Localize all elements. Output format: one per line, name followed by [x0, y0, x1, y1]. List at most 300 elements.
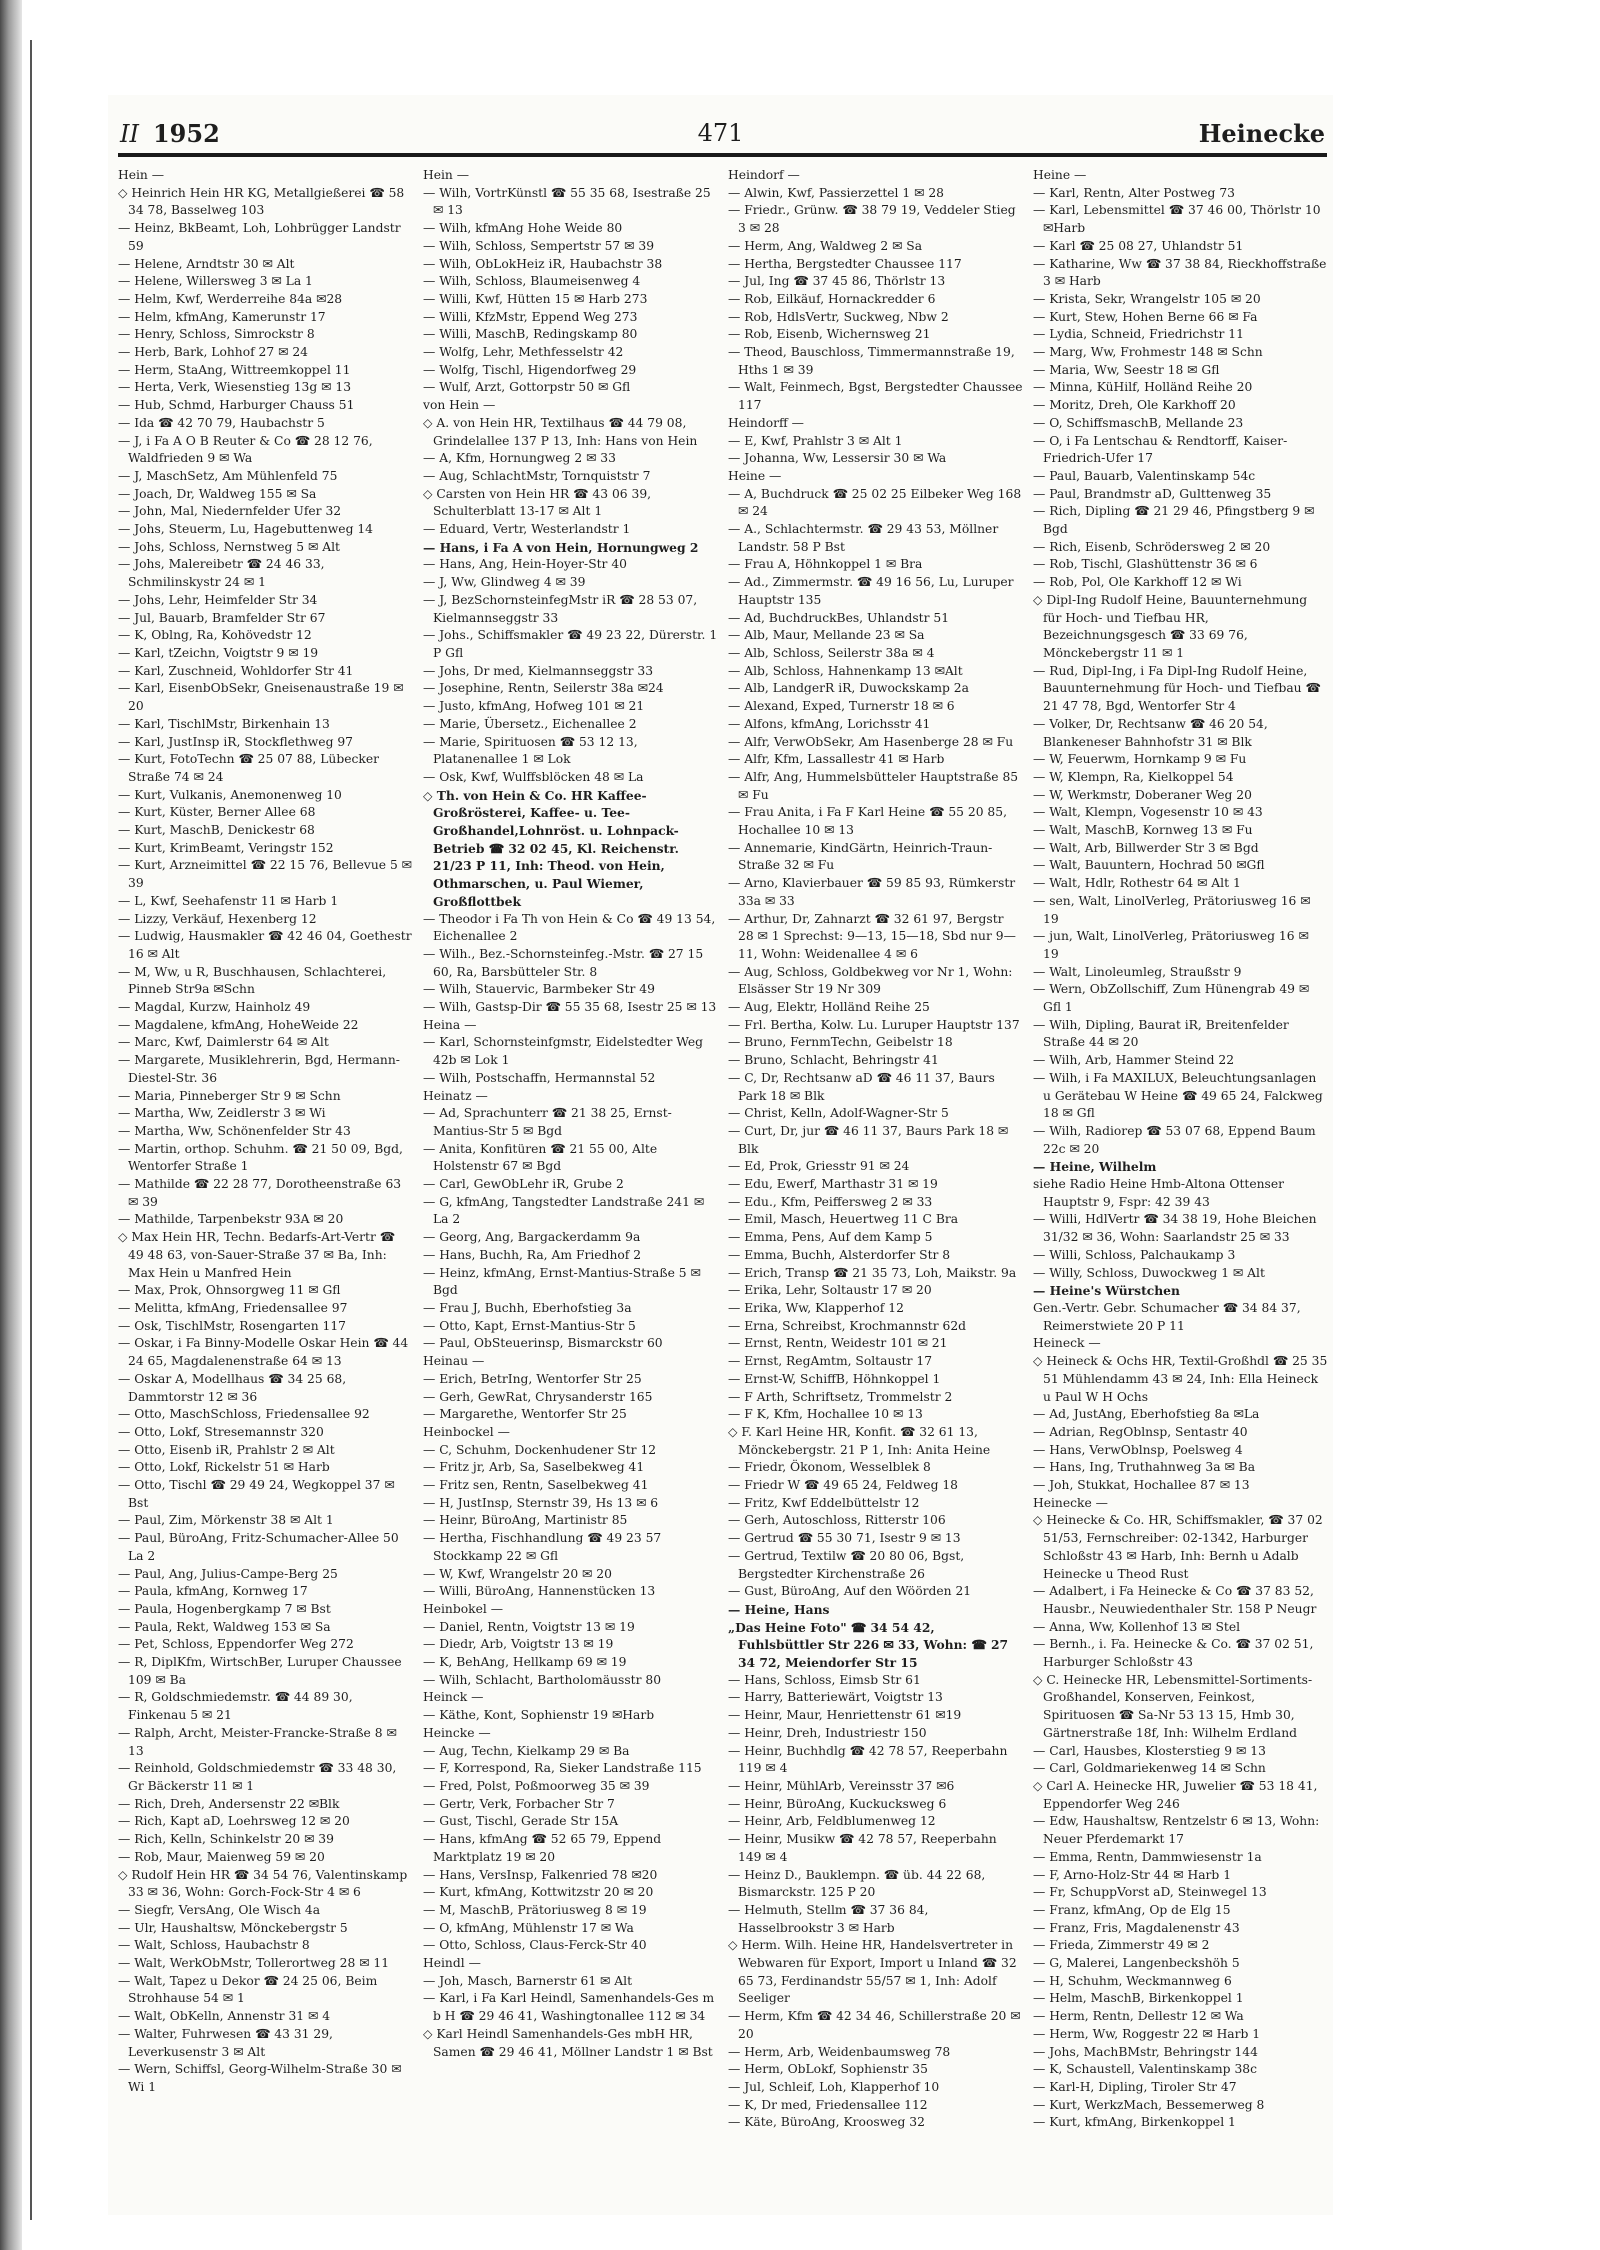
directory-entry: — Wilh, Dipling, Baurat iR, Breitenfelder Straße 44 ✉ 20 — [1033, 1017, 1289, 1050]
directory-entry: — Bernh., i. Fa. Heinecke & Co. ☎ 37 02 51, Harburger Schloßstr 43 — [1033, 1637, 1314, 1670]
directory-entry: — Rich, Dipling ☎ 21 29 46, Pfingstberg 9 ✉ Bgd — [1033, 504, 1315, 537]
directory-entry: — Ida ☎ 42 70 79, Haubachstr 5 — [118, 415, 325, 430]
directory-entry: — Margarete, Musiklehrerin, Bgd, Hermann-Diestel-Str. 36 — [118, 1053, 400, 1085]
directory-entry: — Marg, Ww, Frohmestr 148 ✉ Schn — [1033, 345, 1263, 360]
directory-entry: — C, Dr, Rechtsanw aD ☎ 46 11 37, Baurs Park 18 ✉ Blk — [728, 1070, 995, 1103]
directory-entry: — Magdal, Kurzw, Hainholz 49 — [118, 1000, 311, 1015]
directory-entry: — Wolfg, Tischl, Higendorfweg 29 — [423, 362, 637, 377]
directory-entry: — Karl, Schornsteinfgmstr, Eidelstedter Weg 42b ✉ Lok 1 — [423, 1035, 704, 1068]
directory-entry: — Margarethe, Wentorfer Str 25 — [423, 1407, 627, 1422]
directory-entry: ◇ Carsten von Hein HR ☎ 43 06 39, Schulterblatt 13-17 ✉ Alt 1 — [423, 486, 652, 519]
directory-entry: Heinbockel — — [423, 1424, 510, 1439]
directory-entry: siehe Radio Heine Hmb-Altona Ottenser Hauptstr 9, Fspr: 42 39 43 — [1033, 1177, 1285, 1209]
directory-entry: Heine — — [728, 468, 782, 483]
directory-entry: — Wilh, kfmAng Hohe Weide 80 — [423, 221, 623, 236]
directory-entry: — Mathilde ☎ 22 28 77, Dorotheenstraße 63 ✉ 39 — [118, 1177, 402, 1209]
directory-entry: — Ernst, Rentn, Weidestr 101 ✉ 21 — [728, 1336, 948, 1351]
directory-entry: Heinatz — — [423, 1088, 488, 1103]
directory-entry: — W, Feuerwm, Hornkamp 9 ✉ Fu — [1033, 752, 1247, 767]
directory-entry: — F K, Kfm, Hochallee 10 ✉ 13 — [728, 1407, 923, 1422]
directory-entry: — Wilh, ObLokHeiz iR, Haubachstr 38 — [423, 256, 663, 271]
directory-entry: — Curt, Dr, jur ☎ 46 11 37, Baurs Park 18 ✉ Blk — [728, 1123, 1009, 1156]
directory-entry: — Aug, Techn, Kielkamp 29 ✉ Ba — [423, 1743, 630, 1758]
directory-entry: — Osk, Kwf, Wulffsblöcken 48 ✉ La — [423, 769, 644, 784]
directory-entry: — Helm, Kwf, Werderreihe 84a ✉28 — [118, 291, 343, 306]
directory-entry: — Herm, Arb, Weidenbaumsweg 78 — [728, 2044, 951, 2059]
directory-entry: — Anna, Ww, Kollenhof 13 ✉ Stel — [1033, 1619, 1241, 1634]
directory-entry: — Rich, Dreh, Andersenstr 22 ✉Blk — [118, 1796, 340, 1811]
directory-entry: — Pet, Schloss, Eppendorfer Weg 272 — [118, 1637, 354, 1652]
directory-entry: — A, Buchdruck ☎ 25 02 25 Eilbeker Weg 168 ✉ 24 — [728, 486, 1022, 519]
directory-entry: — Heinz, kfmAng, Ernst-Mantius-Straße 5 ✉ Bgd — [423, 1265, 701, 1298]
directory-entry: — Carl, Hausbes, Klosterstieg 9 ✉ 13 — [1033, 1743, 1266, 1758]
directory-entry: — Herm, ObLokf, Sophienstr 35 — [728, 2062, 928, 2077]
directory-entry: — Karl, EisenbObSekr, Gneisenaustraße 19 ✉ 20 — [118, 681, 404, 714]
directory-entry: — Melitta, kfmAng, Friedensallee 97 — [118, 1301, 348, 1315]
directory-entry: — Jul, Schleif, Loh, Klapperhof 10 — [728, 2079, 940, 2094]
directory-entry: — Daniel, Rentn, Voigtstr 13 ✉ 19 — [423, 1619, 635, 1634]
directory-entry: — C, Schuhm, Dockenhudener Str 12 — [423, 1442, 657, 1457]
directory-entry: — Johs., Schiffsmakler ☎ 49 23 22, Dürerstr. 1 P Gfl — [423, 628, 718, 660]
directory-entry: — John, Mal, Niedernfelder Ufer 32 — [118, 504, 342, 519]
directory-entry: — Georg, Ang, Bargackerdamm 9a — [423, 1230, 641, 1245]
directory-entry: — Heinr, Musikw ☎ 42 78 57, Reeperbahn 149 ✉ 4 — [728, 1832, 997, 1864]
directory-entry: — Magdalene, kfmAng, HoheWeide 22 — [118, 1017, 359, 1032]
directory-entry: — Joh, Masch, Barnerstr 61 ✉ Alt — [423, 1973, 633, 1988]
directory-entry: — Johs, Malereibetr ☎ 24 46 33, Schmilinskystr 24 ✉ 1 — [118, 557, 325, 590]
directory-entry: — Ad., Zimmermstr. ☎ 49 16 56, Lu, Luruper Hauptstr 135 — [728, 575, 1014, 607]
directory-entry: ◇ Carl A. Heinecke HR, Juwelier ☎ 53 18 41, Eppendorfer Weg 246 — [1033, 1778, 1318, 1811]
directory-entry: — Wern, ObZollschiff, Zum Hünengrab 49 ✉ Gfl 1 — [1033, 982, 1310, 1015]
directory-entry: — Fritz sen, Rentn, Saselbekweg 41 — [423, 1478, 649, 1493]
directory-entry: — Wilh, Schlacht, Bartholomäusstr 80 — [423, 1672, 662, 1687]
directory-entry: — Carl, GewObLehr iR, Grube 2 — [423, 1177, 624, 1192]
directory-entry: ◇ Heineck & Ochs HR, Textil-Großhdl ☎ 25 35 51 Mühlendamm 43 ✉ 24, Inh: Ella Heineck u Paul W H Ochs — [1033, 1354, 1328, 1404]
directory-entry: — Otto, Eisenb iR, Prahlstr 2 ✉ Alt — [118, 1442, 335, 1457]
directory-entry: Gen.-Vertr. Gebr. Schumacher ☎ 34 84 37, Reimerstwiete 20 P 11 — [1033, 1301, 1301, 1333]
directory-entry: — R, Goldschmiedemstr. ☎ 44 89 30, Finkenau 5 ✉ 21 — [118, 1690, 353, 1723]
directory-entry: — Kurt, Küster, Berner Allee 68 — [118, 805, 316, 820]
directory-entry: — Kurt, kfmAng, Birkenkoppel 1 — [1033, 2115, 1236, 2130]
directory-entry: — Herb, Bark, Lohhof 27 ✉ 24 — [118, 345, 308, 360]
directory-entry: — Emma, Rentn, Dammwiesenstr 1a — [1033, 1849, 1262, 1864]
directory-entry: — Frau Anita, i Fa F Karl Heine ☎ 55 20 85, Hochallee 10 ✉ 13 — [728, 805, 1007, 838]
directory-entry: — Gust, Tischl, Gerade Str 15A — [423, 1814, 619, 1829]
directory-entry: — Kurt, Vulkanis, Anemonenweg 10 — [118, 787, 342, 802]
directory-entry: — Bruno, FernmTechn, Geibelstr 18 — [728, 1035, 953, 1050]
directory-entry: — E, Kwf, Prahlstr 3 ✉ Alt 1 — [728, 433, 903, 448]
directory-entry: — Katharine, Ww ☎ 37 38 84, Rieckhoffstraße 3 ✉ Harb — [1033, 256, 1327, 289]
directory-entry: — Herta, Verk, Wiesenstieg 13g ✉ 13 — [118, 380, 352, 395]
header-keyword: Heinecke — [1198, 119, 1325, 148]
directory-entry: — J, BezSchornsteinfegMstr iR ☎ 28 53 07, Kielmannseggstr 33 — [423, 592, 698, 625]
directory-entry: — Wilh, Schloss, Sempertstr 57 ✉ 39 — [423, 238, 655, 253]
directory-entry: — Helene, Arndtstr 30 ✉ Alt — [118, 256, 295, 271]
directory-entry: — Walter, Fuhrwesen ☎ 43 31 29, Leverkusenstr 3 ✉ Alt — [118, 2026, 333, 2059]
directory-entry: — Ad, JustAng, Eberhofstieg 8a ✉La — [1033, 1407, 1260, 1422]
directory-entry: — Karl, i Fa Karl Heindl, Samenhandels-Ges m b H ☎ 29 46 41, Washingtonallee 112 ✉ 34 — [423, 1991, 715, 2024]
directory-entry: — Rob, Maur, Maienweg 59 ✉ 20 — [118, 1849, 325, 1864]
directory-entry: — Rob, Pol, Ole Karkhoff 12 ✉ Wi — [1033, 575, 1242, 590]
column-4 — [1033, 167, 1328, 2207]
directory-entry: — Arno, Klavierbauer ☎ 59 85 93, Rümkerstr 33a ✉ 33 — [728, 876, 1016, 908]
directory-entry: — Wilh, Radiorep ☎ 53 07 68, Eppend Baum 22c ✉ 20 — [1033, 1123, 1316, 1156]
directory-entry: — Herm, Rentn, Dellestr 12 ✉ Wa — [1033, 2009, 1244, 2024]
directory-entry: — Walt, ObKelln, Annenstr 31 ✉ 4 — [118, 2009, 331, 2024]
directory-entry: — Alwin, Kwf, Passierzettel 1 ✉ 28 — [728, 185, 944, 200]
directory-entry: — G, kfmAng, Tangstedter Landstraße 241 ✉ La 2 — [423, 1194, 705, 1227]
directory-entry: ◇ Rudolf Hein HR ☎ 34 54 76, Valentinskamp 33 ✉ 36, Wohn: Gorch-Fock-Str 4 ✉ 6 — [118, 1867, 408, 1900]
directory-entry: — F Arth, Schriftsetz, Trommelstr 2 — [728, 1389, 953, 1404]
directory-entry: — Joh, Stukkat, Hochallee 87 ✉ 13 — [1033, 1478, 1250, 1493]
directory-entry: — Karl, tZeichn, Voigtstr 9 ✉ 19 — [118, 645, 319, 660]
directory-entry: — Adalbert, i Fa Heinecke & Co ☎ 37 83 52, Hausbr., Neuwiedenthaler Str. 158 P Neugr — [1033, 1584, 1317, 1616]
directory-entry: — Paula, kfmAng, Kornweg 17 — [118, 1584, 308, 1599]
directory-entry: — Fritz jr, Arb, Sa, Saselbekweg 41 — [423, 1460, 645, 1475]
directory-entry: — Rob, Tischl, Glashüttenstr 36 ✉ 6 — [1033, 557, 1258, 572]
directory-entry: — Helene, Willersweg 3 ✉ La 1 — [118, 274, 313, 289]
directory-entry: — Gertrud, Textilw ☎ 20 80 06, Bgst, Bergstedter Kirchenstraße 26 — [728, 1548, 965, 1581]
directory-entry: — W, Kwf, Wrangelstr 20 ✉ 20 — [423, 1566, 612, 1581]
directory-entry: — Wilh, Stauervic, Barmbeker Str 49 — [423, 982, 655, 997]
directory-entry: — Max, Prok, Ohnsorgweg 11 ✉ Gfl — [118, 1283, 341, 1298]
directory-entry: — Kurt, FotoTechn ☎ 25 07 88, Lübecker Straße 74 ✉ 24 — [118, 752, 379, 784]
directory-entry: — Heine, Wilhelm — [1033, 1159, 1157, 1175]
directory-entry: — Otto, Tischl ☎ 29 49 24, Wegkoppel 37 ✉ Bst — [118, 1478, 395, 1510]
directory-entry: — Hans, Ing, Truthahnweg 3a ✉ Ba — [1033, 1460, 1256, 1475]
directory-entry: — Johanna, Ww, Lessersir 30 ✉ Wa — [728, 451, 947, 466]
directory-entry: — Otto, Lokf, Stresemannstr 320 — [118, 1424, 324, 1439]
directory-entry: — Kurt, kfmAng, Kottwitzstr 20 ✉ 20 — [423, 1885, 654, 1900]
directory-entry: — Heinz D., Bauklempn. ☎ üb. 44 22 68, Bismarckstr. 125 P 20 — [728, 1867, 986, 1900]
directory-entry: — Adrian, RegOblnsp, Sentastr 40 — [1033, 1424, 1248, 1439]
directory-entry: Heindl — — [423, 1956, 481, 1971]
directory-entry: — Ernst-W, SchiffB, Höhnkoppel 1 — [728, 1371, 941, 1386]
directory-entry: — Alexand, Exped, Turnerstr 18 ✉ 6 — [728, 699, 955, 714]
directory-entry: — M, Ww, u R, Buschhausen, Schlachterei, Pinneb Str9a ✉Schn — [118, 964, 387, 997]
directory-entry: — Walt, Klempn, Vogesenstr 10 ✉ 43 — [1033, 805, 1263, 820]
directory-entry: Hein — — [423, 168, 470, 182]
directory-entry: — Kurt, Stew, Hohen Berne 66 ✉ Fa — [1033, 309, 1258, 324]
directory-entry: — Heinr, Arb, Feldblumenweg 12 — [728, 1814, 936, 1829]
directory-entry: — Heinr, Dreh, Industriestr 150 — [728, 1725, 927, 1740]
directory-entry: — Heinr, BüroAng, Kuckucksweg 6 — [728, 1796, 947, 1811]
directory-entry: — Rob, Eilkäuf, Hornackredder 6 — [728, 291, 936, 306]
directory-entry: — Jul, Ing ☎ 37 45 86, Thörlstr 13 — [728, 274, 946, 289]
directory-entry: Heincke — — [423, 1725, 491, 1740]
directory-entry: — Walt, Arb, Billwerder Str 3 ✉ Bgd — [1033, 840, 1259, 855]
binding-edge — [30, 40, 32, 2220]
directory-entry: — Reinhold, Goldschmiedemstr ☎ 33 48 30, Gr Bäckerstr 11 ✉ 1 — [118, 1761, 397, 1793]
directory-entry: ◇ Karl Heindl Samenhandels-Ges mbH HR, Samen ☎ 29 46 41, Möllner Landstr 1 ✉ Bst — [423, 2026, 713, 2059]
volume-number: II — [120, 120, 139, 148]
directory-entry: — Edu., Kfm, Peiffersweg 2 ✉ 33 — [728, 1194, 933, 1209]
directory-entry: — Heinr, MühlArb, Vereinsstr 37 ✉6 — [728, 1778, 955, 1793]
directory-entry: — K, Schaustell, Valentinskamp 38c — [1033, 2062, 1257, 2077]
directory-entry: — Erich, BetrIng, Wentorfer Str 25 — [423, 1371, 642, 1386]
directory-entry: — Paul, Bauarb, Valentinskamp 54c — [1033, 468, 1256, 483]
directory-entry: — F, Korrespond, Ra, Sieker Landstraße 115 — [423, 1761, 702, 1776]
directory-entry: — Frau A, Höhnkoppel 1 ✉ Bra — [728, 557, 923, 572]
directory-entry: — Johs, Schloss, Nernstweg 5 ✉ Alt — [118, 539, 340, 554]
directory-entry: — Alfons, kfmAng, Lorichsstr 41 — [728, 716, 931, 731]
directory-entry: — J, Ww, Glindweg 4 ✉ 39 — [423, 575, 586, 590]
directory-entry: — Marie, Übersetz., Eichenallee 2 — [423, 716, 637, 731]
directory-entry: Heine — — [1033, 168, 1087, 182]
directory-entry: — Aug, Elektr, Holländ Reihe 25 — [728, 1000, 930, 1015]
directory-entry: — Hans, Buchh, Ra, Am Friedhof 2 — [423, 1247, 642, 1262]
directory-entry: — Ad, Sprachunterr ☎ 21 38 25, Ernst-Mantius-Str 5 ✉ Bgd — [423, 1106, 672, 1138]
directory-entry: — Emma, Buchh, Alsterdorfer Str 8 — [728, 1247, 951, 1262]
directory-entry: — Gust, BüroAng, Auf den Wöörden 21 — [728, 1584, 972, 1599]
directory-entry: — Heinz, BkBeamt, Loh, Lohbrügger Landstr 59 — [118, 221, 401, 253]
directory-entry: — Bruno, Schlacht, Behringstr 41 — [728, 1053, 939, 1068]
page-header — [108, 113, 1333, 157]
directory-entry: — Otto, MaschSchloss, Friedensallee 92 — [118, 1407, 370, 1422]
directory-entry: — O, SchiffsmaschB, Mellande 23 — [1033, 415, 1244, 430]
page-number: 471 — [697, 119, 744, 147]
directory-entry: ◇ Th. von Hein & Co. HR Kaffee-Großrösterei, Kaffee- u. Tee-Großhandel,Lohnröst. u. Lohnpack-Betrieb ☎ 32 02 45, Kl. Reichenstr. 21/23 P 11, Inh: Theod. von Hein, Othmarschen, u. Paul Wiemer, Großflottbek — [423, 787, 679, 909]
directory-entry: — Frieda, Zimmerstr 49 ✉ 2 — [1033, 1938, 1210, 1953]
directory-entry: Hein — — [118, 168, 165, 182]
directory-entry: — Frl. Bertha, Kolw. Lu. Luruper Hauptstr 137 — [728, 1017, 1020, 1032]
directory-entry: — Harry, Batteriewärt, Voigtstr 13 — [728, 1690, 943, 1705]
year: 1952 — [152, 119, 220, 148]
directory-entry: — Ralph, Archt, Meister-Francke-Straße 8 ✉ 13 — [118, 1725, 397, 1758]
directory-entry: — Walt, MaschB, Kornweg 13 ✉ Fu — [1033, 823, 1253, 838]
directory-entry: — Johs, MachBMstr, Behringstr 144 — [1033, 2044, 1258, 2059]
directory-entry: — K, Oblng, Ra, Kohövedstr 12 — [118, 628, 312, 643]
directory-entry: ◇ Heinrich Hein HR KG, Metallgießerei ☎ 58 34 78, Basselweg 103 — [118, 185, 405, 218]
directory-entry: — Helm, MaschB, Birkenkoppel 1 — [1033, 1991, 1244, 2006]
book-binding-shadow — [0, 0, 22, 2250]
directory-entry: — Herm, Ang, Waldweg 2 ✉ Sa — [728, 238, 923, 253]
directory-entry: — Johs, Steuerm, Lu, Hagebuttenweg 14 — [118, 522, 373, 537]
directory-entry: — Oskar A, Modellhaus ☎ 34 25 68, Dammtorstr 12 ✉ 36 — [118, 1371, 347, 1404]
directory-entry: — Aug, SchlachtMstr, Tornquiststr 7 — [423, 468, 651, 483]
column-1 — [118, 167, 413, 2207]
directory-entry: Heinbokel — — [423, 1601, 503, 1616]
directory-entry: Heina — — [423, 1017, 477, 1032]
directory-entry: — Erika, Lehr, Soltaustr 17 ✉ 20 — [728, 1283, 932, 1298]
directory-entry: — Hub, Schmd, Harburger Chauss 51 — [118, 398, 355, 413]
directory-entry: — Walt, WerkObMstr, Tollerortweg 28 ✉ 11 — [118, 1956, 390, 1971]
directory-entry: — Christ, Kelln, Adolf-Wagner-Str 5 — [728, 1106, 949, 1121]
directory-entry: Heindorff — — [728, 415, 804, 430]
directory-entry: — Wilh, Schloss, Blaumeisenweg 4 — [423, 274, 641, 289]
directory-entry: — Karl, TischlMstr, Birkenhain 13 — [118, 716, 330, 731]
directory-entry: — Karl ☎ 25 08 27, Uhlandstr 51 — [1033, 238, 1244, 253]
directory-entry: — Eduard, Vertr, Westerlandstr 1 — [423, 522, 631, 537]
directory-entry: — Rich, Kapt aD, Loehrsweg 12 ✉ 20 — [118, 1814, 350, 1829]
directory-entry: ◇ Max Hein HR, Techn. Bedarfs-Art-Vertr ☎ 49 48 63, von-Sauer-Straße 37 ✉ Ba, Inh: Max Hein u Manfred Hein — [118, 1230, 396, 1280]
directory-entry: — Franz, Fris, Magdalenenstr 43 — [1033, 1920, 1240, 1935]
directory-entry: — Annemarie, KindGärtn, Heinrich-Traun-Straße 32 ✉ Fu — [728, 840, 993, 873]
directory-entry: — Heinr, Buchhdlg ☎ 42 78 57, Reeperbahn 119 ✉ 4 — [728, 1743, 1008, 1776]
directory-entry: — Mathilde, Tarpenbekstr 93A ✉ 20 — [118, 1212, 344, 1227]
directory-entry: — Lydia, Schneid, Friedrichstr 11 — [1033, 327, 1244, 342]
directory-entry: — Ludwig, Hausmakler ☎ 42 46 04, Goethestr 16 ✉ Alt — [118, 929, 412, 961]
directory-entry: — Willi, MaschB, Redingskamp 80 — [423, 327, 638, 342]
directory-entry: — Alfr, Kfm, Lassallestr 41 ✉ Harb — [728, 752, 945, 767]
directory-entry: — Heinr, BüroAng, Martinistr 85 — [423, 1513, 628, 1528]
directory-entry: — A, Kfm, Hornungweg 2 ✉ 33 — [423, 451, 616, 466]
directory-entry: Heineck — — [1033, 1336, 1101, 1351]
directory-entry: „Das Heine Foto" ☎ 34 54 42, Fuhlsbüttler Str 226 ✉ 33, Wohn: ☎ 27 34 72, Meiendorfer Str 15 — [728, 1619, 1009, 1671]
directory-entry: — Maria, Pinneberger Str 9 ✉ Schn — [118, 1088, 341, 1103]
directory-entry: — Otto, Kapt, Ernst-Mantius-Str 5 — [423, 1318, 636, 1333]
directory-entry: — J, MaschSetz, Am Mühlenfeld 75 — [118, 468, 338, 483]
directory-entry: — Fr, SchuppVorst aD, Steinwegel 13 — [1033, 1885, 1267, 1900]
directory-entry: — Oskar, i Fa Binny-Modelle Oskar Hein ☎ 44 24 65, Magdalenenstraße 64 ✉ 13 — [118, 1336, 409, 1369]
directory-entry: — Diedr, Arb, Voigtstr 13 ✉ 19 — [423, 1637, 614, 1652]
directory-entry: — Herm, Kfm ☎ 42 34 46, Schillerstraße 20 ✉ 20 — [728, 2009, 1021, 2041]
directory-entry: — M, MaschB, Prätoriusweg 8 ✉ 19 — [423, 1902, 647, 1917]
directory-entry: — Fritz, Kwf Eddelbüttelstr 12 — [728, 1495, 920, 1510]
directory-entry: — Emil, Masch, Heuertweg 11 C Bra — [728, 1212, 959, 1227]
directory-entry: — Otto, Schloss, Claus-Ferck-Str 40 — [423, 1938, 647, 1953]
directory-entry: — Otto, Lokf, Rickelstr 51 ✉ Harb — [118, 1460, 330, 1475]
directory-entry: ◇ F. Karl Heine HR, Konfit. ☎ 32 61 13, Mönckebergstr. 21 P 1, Inh: Anita Heine — [728, 1424, 991, 1457]
directory-entry: — Volker, Dr, Rechtsanw ☎ 46 20 54, Blankeneser Bahnhofstr 31 ✉ Blk — [1033, 716, 1268, 749]
directory-entry: — Paul, Brandmstr aD, Gulttenweg 35 — [1033, 486, 1272, 501]
directory-entry: — Erna, Schreibst, Krochmannstr 62d — [728, 1318, 967, 1333]
directory-entry: — Emma, Pens, Auf dem Kamp 5 — [728, 1230, 933, 1245]
directory-entry: — Joach, Dr, Waldweg 155 ✉ Sa — [118, 486, 317, 501]
directory-entry: — Paul, Zim, Mörkenstr 38 ✉ Alt 1 — [118, 1513, 334, 1528]
directory-entry: — Wern, Schiffsl, Georg-Wilhelm-Straße 30 ✉ Wi 1 — [118, 2062, 402, 2094]
directory-entry: — Wulf, Arzt, Gottorpstr 50 ✉ Gfl — [423, 380, 631, 395]
directory-entry: — Gerh, GewRat, Chrysanderstr 165 — [423, 1389, 653, 1404]
directory-entry: ◇ C. Heinecke HR, Lebensmittel-Sortiments-Großhandel, Konserven, Feinkost, Spirituosen ☎ Sa-Nr 53 13 15, Hmb 30, Gärtnerstraße 18f, Inh: Wilhelm Erdland — [1033, 1672, 1313, 1740]
directory-entry: — Alb, Schloss, Seilerstr 38a ✉ 4 — [728, 645, 935, 660]
directory-entry: — Hans, VerwOblnsp, Poelsweg 4 — [1033, 1442, 1243, 1457]
directory-entry: — Kurt, WerkzMach, Bessemerweg 8 — [1033, 2097, 1265, 2112]
directory-entry: — Alfr, Ang, Hummelsbütteler Hauptstraße 85 ✉ Fu — [728, 769, 1019, 802]
directory-entry: — Rob, Eisenb, Wichernsweg 21 — [728, 327, 931, 342]
directory-entry: Heinck — — [423, 1690, 484, 1705]
directory-entry: — W, Klempn, Ra, Kielkoppel 54 — [1033, 769, 1234, 784]
directory-entry: — O, kfmAng, Mühlenstr 17 ✉ Wa — [423, 1920, 634, 1935]
directory-entry: — Erika, Ww, Klapperhof 12 — [728, 1301, 904, 1315]
directory-entry: — Carl, Goldmariekenweg 14 ✉ Schn — [1033, 1761, 1266, 1776]
directory-entry: — Josephine, Rentn, Seilerstr 38a ✉24 — [423, 681, 664, 696]
directory-entry: — Lizzy, Verkäuf, Hexenberg 12 — [118, 911, 317, 926]
directory-entry: — Ed, Prok, Griesstr 91 ✉ 24 — [728, 1159, 910, 1174]
directory-entry: — Willi, KfzMstr, Eppend Weg 273 — [423, 309, 638, 324]
directory-entry: — Gerh, Autoschloss, Ritterstr 106 — [728, 1513, 946, 1528]
directory-entry: — Rud, Dipl-Ing, i Fa Dipl-Ing Rudolf Heine, Bauunternehmung für Hoch- und Tiefbau ☎ 21 47 78, Bgd, Wentorfer Str 4 — [1033, 663, 1321, 714]
directory-entry: — Wolfg, Lehr, Methfesselstr 42 — [423, 345, 624, 360]
directory-entry: — Johs, Lehr, Heimfelder Str 34 — [118, 592, 318, 607]
directory-entry: — Helmuth, Stellm ☎ 37 36 84, Hasselbrookstr 3 ✉ Harb — [728, 1902, 929, 1935]
directory-entry: — Minna, KüHilf, Holländ Reihe 20 — [1033, 380, 1253, 395]
directory-entry: — Walt, Tapez u Dekor ☎ 24 25 06, Beim Strohhause 54 ✉ 1 — [118, 1973, 378, 2006]
directory-entry: — Arthur, Dr, Zahnarzt ☎ 32 61 97, Bergstr 28 ✉ 1 Sprechst: 9—13, 15—18, Sbd nur 9—11, Wohn: Weidenallee 4 ✉ 6 — [728, 911, 1016, 961]
directory-entry: — K, BehAng, Hellkamp 69 ✉ 19 — [423, 1655, 627, 1670]
directory-entry: — Friedr W ☎ 49 65 24, Feldweg 18 — [728, 1478, 959, 1493]
directory-entry: — F, Arno-Holz-Str 44 ✉ Harb 1 — [1033, 1867, 1232, 1882]
directory-entry: — Jul, Bauarb, Bramfelder Str 67 — [118, 610, 326, 625]
directory-entry: Heinecke — — [1033, 1495, 1108, 1510]
directory-entry: — Moritz, Dreh, Ole Karkhoff 20 — [1033, 398, 1236, 413]
directory-entry: — Herm, Ww, Roggestr 22 ✉ Harb 1 — [1033, 2026, 1261, 2041]
directory-entry: — Gertr, Verk, Forbacher Str 7 — [423, 1796, 615, 1811]
directory-entry: — Ad, BuchdruckBes, Uhlandstr 51 — [728, 610, 950, 625]
directory-entry: — Johs, Dr med, Kielmannseggstr 33 — [423, 663, 654, 678]
directory-entry: — Kurt, KrimBeamt, Veringstr 152 — [118, 840, 334, 855]
directory-entry: — Paula, Rekt, Waldweg 153 ✉ Sa — [118, 1619, 331, 1634]
directory-entry: — Theodor i Fa Th von Hein & Co ☎ 49 13 54, Eichenallee 2 — [423, 911, 716, 944]
directory-entry: — jun, Walt, LinolVerleg, Prätoriusweg 16 ✉ 19 — [1033, 929, 1309, 961]
directory-entry: — Hans, kfmAng ☎ 52 65 79, Eppend Marktplatz 19 ✉ 20 — [423, 1832, 662, 1864]
directory-columns — [118, 167, 1328, 2207]
directory-entry: — Justo, kfmAng, Hofweg 101 ✉ 21 — [423, 699, 645, 714]
directory-entry: — Edw, Haushaltsw, Rentzelstr 6 ✉ 13, Wohn: Neuer Pferdemarkt 17 — [1033, 1814, 1320, 1847]
directory-entry: — G, Malerei, Langenbeckshöh 5 — [1033, 1956, 1240, 1971]
directory-entry: — Heine, Hans — [728, 1601, 830, 1617]
directory-entry: — Aug, Schloss, Goldbekweg vor Nr 1, Wohn: Elsässer Str 19 Nr 309 — [728, 964, 1013, 997]
header-rule — [118, 153, 1327, 157]
directory-entry: — Paul, ObSteuerinsp, Bismarckstr 60 — [423, 1336, 663, 1351]
directory-entry: — Kurt, MaschB, Denickestr 68 — [118, 823, 315, 838]
directory-entry: ◇ Heinecke & Co. HR, Schiffsmakler, ☎ 37 02 51/53, Fernschreiber: 02-1342, Harburger Schloßstr 43 ✉ Harb, Inh: Bernh u Adalb Heinecke u Theod Rust — [1033, 1513, 1323, 1581]
directory-entry: — Hans, VersInsp, Falkenried 78 ✉20 — [423, 1867, 658, 1882]
directory-entry: — Franz, kfmAng, Op de Elg 15 — [1033, 1902, 1231, 1917]
column-3 — [728, 167, 1023, 2207]
directory-entry: — Ulr, Haushaltsw, Mönckebergstr 5 — [118, 1920, 348, 1935]
directory-entry: — Paul, BüroAng, Fritz-Schumacher-Allee 50 La 2 — [118, 1531, 399, 1563]
directory-entry: — Paul, Ang, Julius-Campe-Berg 25 — [118, 1566, 338, 1581]
directory-entry: — A., Schlachtermstr. ☎ 29 43 53, Möllner Landstr. 58 P Bst — [728, 522, 999, 554]
directory-entry: — Hertha, Fischhandlung ☎ 49 23 57 Stockkamp 22 ✉ Gfl — [423, 1531, 662, 1563]
directory-entry: — Theod, Bauschloss, Timmermannstraße 19, Hths 1 ✉ 39 — [728, 345, 1015, 377]
directory-entry: — Martha, Ww, Zeidlerstr 3 ✉ Wi — [118, 1106, 326, 1121]
directory-entry: — Karl, Lebensmittel ☎ 37 46 00, Thörlstr 10 ✉Harb — [1033, 203, 1321, 236]
directory-entry: — Walt, Feinmech, Bgst, Bergstedter Chaussee 117 — [728, 380, 1023, 413]
directory-entry: — Wilh, Gastsp-Dir ☎ 55 35 68, Isestr 25 ✉ 13 — [423, 1000, 717, 1015]
directory-entry: — Heine's Würstchen — [1033, 1283, 1180, 1299]
directory-entry: — Edu, Ewerf, Marthastr 31 ✉ 19 — [728, 1177, 938, 1192]
directory-entry: — K, Dr med, Friedensallee 112 — [728, 2097, 928, 2112]
directory-entry: — Karl, JustInsp iR, Stockflethweg 97 — [118, 734, 354, 749]
directory-entry: — R, DiplKfm, WirtschBer, Luruper Chaussee 109 ✉ Ba — [118, 1655, 402, 1687]
directory-entry: — Wilh, i Fa MAXILUX, Beleuchtungsanlagen u Gerätebau W Heine ☎ 49 65 24, Falckweg 18 ✉ Gfl — [1033, 1070, 1323, 1121]
directory-entry: — Kurt, Arzneimittel ☎ 22 15 76, Bellevue 5 ✉ 39 — [118, 858, 412, 891]
directory-entry: — Anita, Konfitüren ☎ 21 55 00, Alte Holstenstr 67 ✉ Bgd — [423, 1141, 658, 1174]
directory-entry: — Wilh., Bez.-Schornsteinfeg.-Mstr. ☎ 27 15 60, Ra, Barsbütteler Str. 8 — [423, 946, 704, 979]
directory-entry: — Erich, Transp ☎ 21 35 73, Loh, Maikstr. 9a — [728, 1265, 1017, 1280]
directory-entry: — Alb, Schloss, Hahnenkamp 13 ✉Alt — [728, 663, 963, 678]
directory-entry: ◇ Herm. Wilh. Heine HR, Handelsvertreter in Webwaren für Export, Import u Inland ☎ 32 65 73, Ferdinandstr 55/57 ✉ 1, Inh: Adolf Seeliger — [728, 1938, 1017, 2006]
directory-entry: — Friedr, Ökonom, Wesselblek 8 — [728, 1460, 931, 1475]
directory-entry: — Rob, HdlsVertr, Suckweg, Nbw 2 — [728, 309, 949, 324]
directory-entry: — L, Kwf, Seehafenstr 11 ✉ Harb 1 — [118, 893, 339, 908]
directory-entry: — Ernst, RegAmtm, Soltaustr 17 — [728, 1354, 933, 1369]
directory-entry: — Willi, Schloss, Palchaukamp 3 — [1033, 1247, 1236, 1262]
directory-entry: — Martha, Ww, Schönenfelder Str 43 — [118, 1123, 351, 1138]
directory-entry: — Alb, LandgerR iR, Duwockskamp 2a — [728, 681, 969, 696]
directory-entry: — Rich, Eisenb, Schrödersweg 2 ✉ 20 — [1033, 539, 1271, 554]
directory-entry: — Hertha, Bergstedter Chaussee 117 — [728, 256, 962, 271]
directory-entry: — Gertrud ☎ 55 30 71, Isestr 9 ✉ 13 — [728, 1531, 961, 1546]
directory-entry: — Wilh, Arb, Hammer Steind 22 — [1033, 1053, 1235, 1068]
directory-entry: — Martin, orthop. Schuhm. ☎ 21 50 09, Bgd, Wentorfer Straße 1 — [118, 1141, 403, 1174]
directory-entry: — Hans, Ang, Hein-Hoyer-Str 40 — [423, 557, 627, 572]
directory-entry: — Frau J, Buchh, Eberhofstieg 3a — [423, 1301, 632, 1315]
directory-entry: — Willi, Kwf, Hütten 15 ✉ Harb 273 — [423, 291, 648, 306]
directory-entry: — Käthe, Kont, Sophienstr 19 ✉Harb — [423, 1708, 655, 1723]
